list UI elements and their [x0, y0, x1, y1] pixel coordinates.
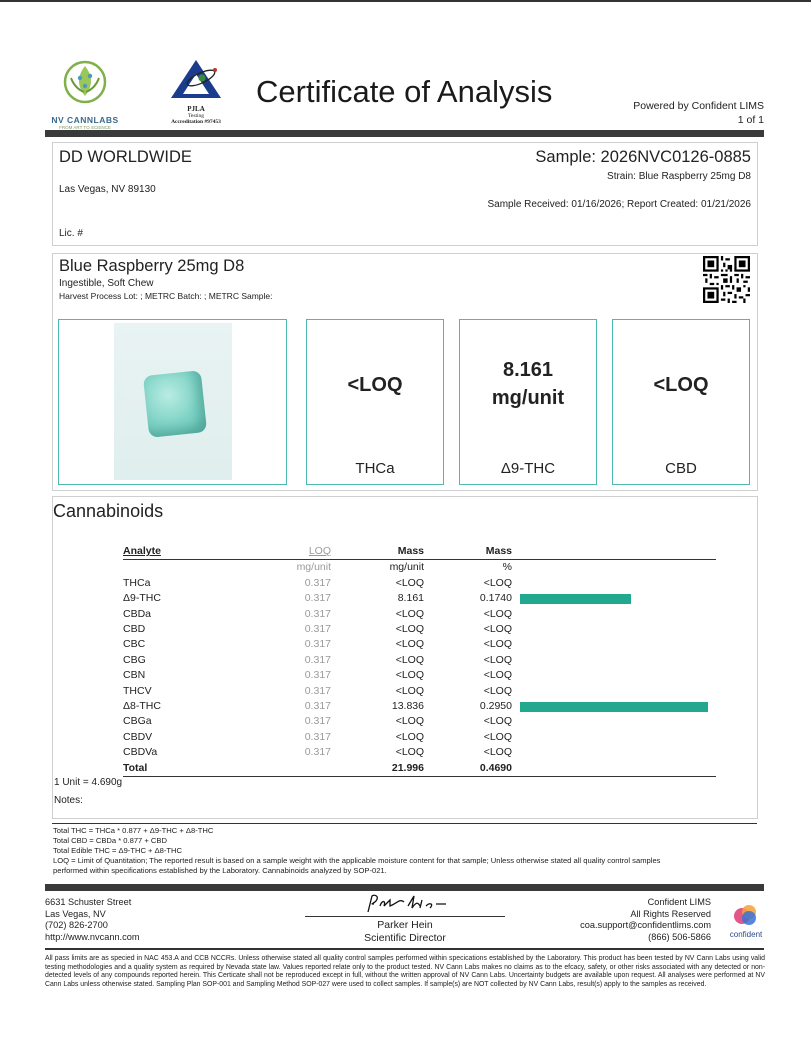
mass-pct-cell: <LOQ — [483, 746, 512, 759]
disclaimer: All pass limits are as specied in NAC 453.A and CCB NCCRs. Unless otherwise stated all quality control samples performed within specications established by the Laboratory. This product has been tested by NV Cann Labs using valid testing methodologies and a quality system as required by Nevada state law. Values reported relate only to the product tested. NV Cann Labs makes no claims as to the efcacy, safety, or other risks associated with any detected or non-detected levels of any compounds reported herein. This Certicate shall not be reproduced except in full, without the written approval of NV Cann Labs. Uncertainty budgets are available upon request. All analyses were performed at NV Cann Labs unless otherwise stated. Sampling Plan SOP-001 and Sampling Method SOP-027 were used to collect samples. If sample(s) are NOT collected by NV Cann Labs, result(s) apply to the samples as received. — [45, 955, 765, 989]
analyte-cell: CBN — [123, 669, 146, 682]
mass-pct-cell: <LOQ — [483, 607, 512, 620]
table-header-row — [123, 544, 716, 560]
powered-by-block — [633, 99, 764, 127]
mass-mg-cell: 8.161 — [397, 592, 424, 605]
bar-cell — [512, 653, 716, 668]
top-rule — [0, 0, 811, 2]
mass-mg-cell: <LOQ — [395, 653, 424, 666]
address-website[interactable]: http://www.nvcann.com — [45, 931, 140, 942]
loq-cell: 0.317 — [304, 623, 331, 636]
lims-name: Confident LIMS — [647, 897, 711, 907]
address-street: 6631 Schuster Street — [45, 897, 132, 907]
mass-pct-cell: <LOQ — [483, 638, 512, 651]
leaf-icon — [44, 58, 126, 110]
cbd-label: CBD — [665, 460, 697, 477]
lab-logo-tagline: FROM ART TO SCIENCE — [59, 125, 111, 130]
loq-cell: 0.317 — [304, 653, 331, 666]
confident-logo — [722, 903, 770, 939]
analyte-cell: CBD — [123, 623, 146, 636]
mass-mg-cell: <LOQ — [395, 684, 424, 697]
product-type: Ingestible, Soft Chew — [59, 278, 154, 289]
col-mass-pct: Mass — [485, 545, 512, 557]
bar-cell — [512, 607, 716, 622]
table-row — [123, 576, 716, 591]
mass-pct-cell: <LOQ — [483, 576, 512, 589]
lims-rights: All Rights Reserved — [630, 908, 711, 919]
mass-pct-cell: <LOQ — [483, 669, 512, 682]
analyte-cell: Δ8-THC — [123, 700, 161, 713]
lab-logo-text: NV CANNLABS — [51, 115, 119, 125]
pjla-sub: Testing — [187, 113, 205, 119]
mass-mg-cell: <LOQ — [395, 638, 424, 651]
bar-cell — [512, 714, 716, 729]
loq-cell: 0.317 — [304, 684, 331, 697]
footnote-sop: performed within specifications established by the Laboratory. Cannabinoids analyzed by SOP-021. — [53, 866, 387, 875]
total-mass-mg: 21.996 — [391, 761, 424, 774]
loq-cell: 0.317 — [304, 576, 331, 589]
table-row — [123, 699, 716, 714]
table-row — [123, 745, 716, 760]
license-number: Lic. # — [59, 228, 83, 239]
unit-analyte — [123, 560, 263, 576]
footnote-total-thc: Total THC = THCa * 0.877 + Δ9-THC + Δ8-THC — [53, 826, 214, 835]
footnote-total-edible-thc: Total Edible THC = Δ9-THC + Δ8-THC — [53, 846, 183, 855]
mass-mg-cell: <LOQ — [395, 715, 424, 728]
client-info-box — [52, 142, 758, 246]
nv-cann-labs-logo — [44, 58, 126, 130]
signer-name: Parker Hein — [377, 919, 433, 931]
product-photo-tile — [58, 319, 287, 485]
pjla-logo — [165, 56, 227, 128]
summary-tile-thca — [306, 319, 444, 485]
footer-divider — [45, 884, 764, 891]
pjla-name: PJLA — [187, 105, 205, 113]
concentration-bar — [520, 702, 708, 712]
mass-pct-cell: 0.2950 — [479, 700, 512, 713]
table-row — [123, 730, 716, 745]
signer-title: Scientific Director — [364, 932, 446, 944]
address-phone: (702) 826-2700 — [45, 920, 108, 930]
loq-cell: 0.317 — [304, 730, 331, 743]
table-row — [123, 637, 716, 652]
thca-value: <LOQ — [347, 374, 403, 396]
loq-cell: 0.317 — [304, 592, 331, 605]
powered-by: Powered by Confident LIMS — [633, 100, 764, 112]
analyte-cell: CBC — [123, 638, 146, 651]
total-bar — [512, 761, 716, 777]
product-photo — [114, 323, 232, 480]
analyte-cell: CBDV — [123, 730, 153, 743]
sample-id: Sample: 2026NVC0126-0885 — [535, 148, 751, 166]
mass-pct-cell: 0.1740 — [479, 592, 512, 605]
loq-cell: 0.317 — [304, 746, 331, 759]
client-name: DD WORLDWIDE — [59, 148, 192, 166]
footnote-total-cbd: Total CBD = CBDa * 0.877 + CBD — [53, 836, 167, 845]
table-row — [123, 622, 716, 637]
confident-logo-text: confident — [729, 930, 763, 939]
concentration-bar — [520, 594, 631, 604]
mass-pct-cell: <LOQ — [483, 653, 512, 666]
bar-cell — [512, 668, 716, 683]
mass-mg-cell: <LOQ — [395, 576, 424, 589]
d9thc-value: 8.161 — [502, 359, 554, 381]
lab-address — [45, 897, 139, 943]
summary-tile-d9thc — [459, 319, 597, 485]
bar-cell — [512, 591, 716, 606]
mass-mg-cell: <LOQ — [395, 746, 424, 759]
table-row — [123, 714, 716, 729]
mass-mg-cell: <LOQ — [395, 669, 424, 682]
product-box — [52, 253, 758, 491]
analyte-cell: Δ9-THC — [123, 592, 161, 605]
bar-cell — [512, 622, 716, 637]
mass-mg-cell: <LOQ — [395, 623, 424, 636]
col-loq: LOQ — [308, 545, 331, 557]
triangle-atom-icon — [165, 56, 227, 100]
loq-cell: 0.317 — [304, 607, 331, 620]
mass-pct-cell: <LOQ — [483, 623, 512, 636]
total-loq — [263, 761, 331, 777]
total-mass-pct: 0.4690 — [479, 761, 512, 774]
pjla-accreditation: Accreditation #97453 — [171, 119, 221, 125]
summary-tile-cbd — [612, 319, 750, 485]
analyte-cell: THCV — [123, 684, 152, 697]
analyte-cell: CBG — [123, 653, 146, 666]
footnote-rule — [52, 823, 757, 824]
mass-mg-cell: 13.836 — [391, 700, 424, 713]
mass-mg-cell: <LOQ — [395, 607, 424, 620]
analyte-cell: THCa — [123, 576, 151, 589]
signature-block — [305, 892, 505, 944]
bar-cell — [512, 730, 716, 745]
loq-cell: 0.317 — [304, 638, 331, 651]
total-row — [123, 761, 716, 777]
bar-cell — [512, 637, 716, 652]
address-city: Las Vegas, NV — [45, 908, 106, 919]
footnotes — [53, 826, 758, 876]
strain: Strain: Blue Raspberry 25mg D8 — [607, 171, 751, 182]
loq-cell: 0.317 — [304, 715, 331, 728]
product-name: Blue Raspberry 25mg D8 — [59, 257, 245, 275]
unit-bar — [512, 560, 716, 576]
d9thc-unit: mg/unit — [491, 387, 565, 409]
header-divider — [45, 130, 764, 137]
lims-email[interactable]: coa.support@confidentlims.com — [580, 920, 711, 930]
cannabinoids-title: Cannabinoids — [53, 501, 164, 521]
table-units-row — [123, 560, 716, 576]
col-mass-mg: Mass — [397, 545, 424, 557]
mass-mg-cell: <LOQ — [395, 730, 424, 743]
thca-label: THCa — [355, 460, 395, 477]
bar-cell — [512, 684, 716, 699]
footnote-loq: LOQ = Limit of Quantitation; The reported result is based on a sample weight with the applicable moisture content for that sample; Unless otherwise stated all quality control samples — [53, 856, 661, 865]
analyte-cell: CBDa — [123, 607, 152, 620]
cannabinoids-table-wrap — [123, 544, 716, 777]
lims-info — [580, 897, 711, 943]
client-address: Las Vegas, NV 89130 — [59, 184, 156, 195]
batch-info: Harvest Process Lot: ; METRC Batch: ; METRC Sample: — [59, 291, 273, 301]
unit-mass-pct: % — [502, 561, 512, 574]
col-analyte: Analyte — [123, 545, 161, 557]
unit-note: 1 Unit = 4.690g — [54, 777, 123, 788]
table-row — [123, 607, 716, 622]
table-row — [123, 653, 716, 668]
unit-loq: mg/unit — [296, 561, 331, 574]
table-row — [123, 684, 716, 699]
analyte-cell: CBGa — [123, 715, 152, 728]
col-bar — [512, 544, 716, 560]
mass-pct-cell: <LOQ — [483, 730, 512, 743]
lims-phone: (866) 506-5866 — [648, 931, 711, 942]
loq-cell: 0.317 — [304, 700, 331, 713]
qr-code — [703, 256, 750, 303]
bar-cell — [512, 576, 716, 591]
unit-mass-mg: mg/unit — [389, 561, 424, 574]
d9thc-label: Δ9-THC — [500, 460, 556, 477]
table-row — [123, 668, 716, 683]
cannabinoids-box — [52, 496, 758, 819]
mass-pct-cell: <LOQ — [483, 715, 512, 728]
analyte-cell: CBDVa — [123, 746, 158, 759]
footer-rule — [45, 948, 764, 950]
page-number: 1 of 1 — [737, 114, 764, 126]
bar-cell — [512, 699, 716, 714]
cbd-value: <LOQ — [653, 374, 709, 396]
document-title: Certificate of Analysis — [256, 74, 553, 109]
confident-logo-icon — [733, 903, 759, 927]
table-row — [123, 591, 716, 606]
signature-line — [305, 916, 505, 917]
total-label: Total — [123, 761, 148, 774]
loq-cell: 0.317 — [304, 669, 331, 682]
mass-pct-cell: <LOQ — [483, 684, 512, 697]
sample-dates: Sample Received: 01/16/2026; Report Created: 01/21/2026 — [487, 199, 751, 210]
cannabinoids-table — [123, 544, 716, 777]
signature — [360, 892, 450, 916]
bar-cell — [512, 745, 716, 760]
notes-label: Notes: — [54, 795, 83, 806]
gummy-cube — [143, 370, 207, 438]
